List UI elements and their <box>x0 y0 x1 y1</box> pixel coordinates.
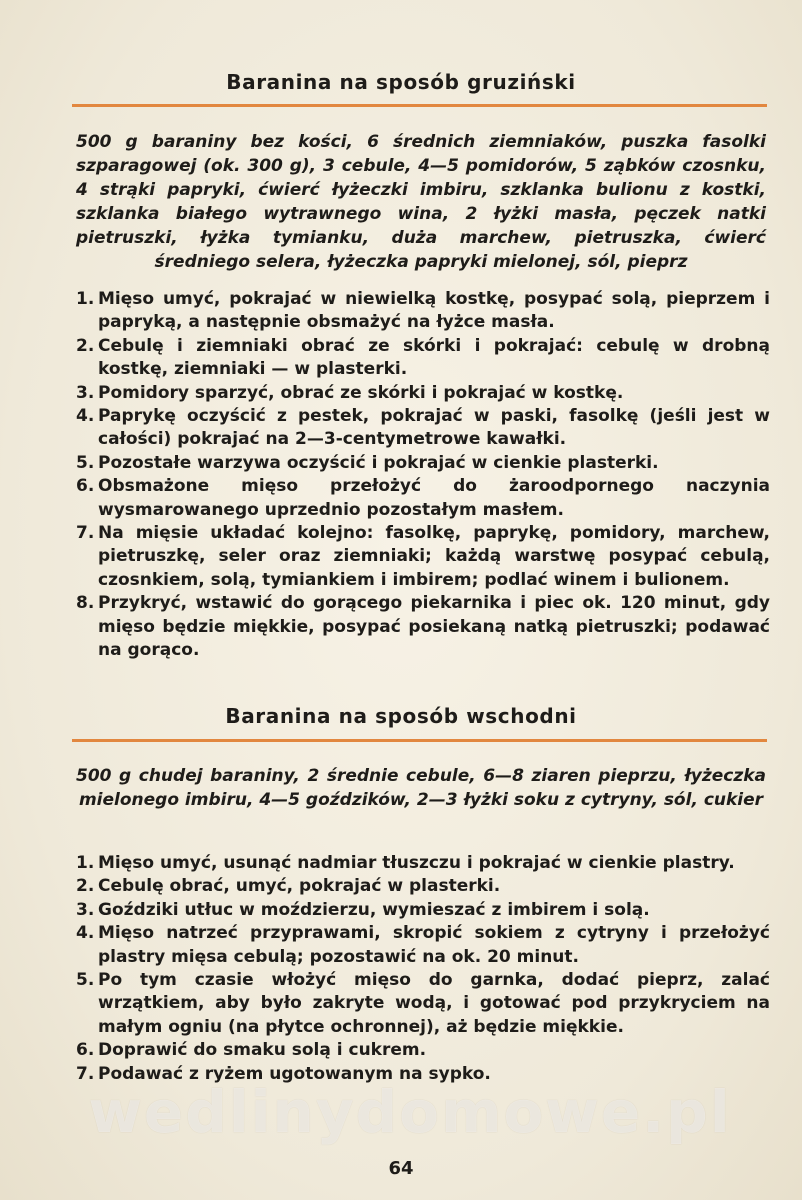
step-number: 6. <box>76 1040 95 1061</box>
recipe1-step <box>76 592 770 662</box>
step-number: 7. <box>76 523 95 544</box>
step-text: Cebulę obrać, umyć, pokrajać w plasterki. <box>98 876 501 897</box>
step-number: 7. <box>76 1063 95 1084</box>
recipe1-step <box>76 452 770 475</box>
step-number: 4. <box>76 923 95 944</box>
step-number: 3. <box>76 382 95 403</box>
step-number: 5. <box>76 970 95 991</box>
step-text: Obsmażone mięso przełożyć do żaroodpornego naczynia wysmarowanego uprzednio pozostałym masłem. <box>98 476 770 520</box>
step-text: Po tym czasie włożyć mięso do garnka, dodać pieprz, zalać wrzątkiem, aby było zakryte wodą, i gotować pod przykryciem na małym ogniu (na płytce ochronnej), aż będzie miękkie. <box>98 970 770 1037</box>
step-number: 2. <box>76 335 95 356</box>
recipe1-steps <box>76 288 770 663</box>
recipe1-step <box>76 382 770 405</box>
recipe2-step <box>76 852 770 875</box>
step-number: 8. <box>76 593 95 614</box>
recipe2-step <box>76 875 770 898</box>
step-text: Na mięsie układać kolejno: fasolkę, paprykę, pomidory, marchew, pietruszkę, seler oraz ziemniaki; każdą warstwę posypać cebulą, czosnkiem, solą, tymiankiem i imbirem; podlać winem i bulionem. <box>98 523 770 590</box>
recipe2-title: Baranina na sposób wschodni <box>225 704 577 728</box>
site-watermark: wedlinydomowe.pl <box>88 1078 732 1146</box>
recipe2-ingredients: 500 g chudej baraniny, 2 średnie cebule, 6—8 ziaren pieprzu, łyżeczka mielonego imbiru, 4—5 goździków, 2—3 łyżki soku z cytryny, sól, cukier <box>76 766 766 810</box>
step-number: 4. <box>76 406 95 427</box>
recipe1-step <box>76 288 770 335</box>
recipe1-step <box>76 475 770 522</box>
step-number: 1. <box>76 853 95 873</box>
recipe1-step <box>76 335 770 382</box>
step-text: Cebulę i ziemniaki obrać ze skórki i pokrajać: cebulę w drobną kostkę, ziemniaki — w plasterki. <box>98 335 770 380</box>
step-number: 6. <box>76 476 95 497</box>
step-text: Doprawić do smaku solą i cukrem. <box>98 1040 427 1061</box>
step-text: Przykryć, wstawić do gorącego piekarnika i piec ok. 120 minut, gdy mięso będzie miękkie, posypać posiekaną natką pietruszki; podawać na gorąco. <box>98 593 770 661</box>
recipe1-title-rule <box>72 104 767 107</box>
step-text: Paprykę oczyścić z pestek, pokrajać w paski, fasolkę (jeśli jest w całości) pokrajać na 2—3-centymetrowe kawałki. <box>98 406 770 450</box>
step-text: Pomidory sparzyć, obrać ze skórki i pokrajać w kostkę. <box>98 382 624 403</box>
step-text: Pozostałe warzywa oczyścić i pokrajać w cienkie plasterki. <box>98 452 659 473</box>
step-number: 3. <box>76 899 95 920</box>
recipe2-title-rule <box>72 739 767 742</box>
recipe1-step <box>76 405 770 452</box>
recipe2-step <box>76 969 770 1039</box>
recipe2-step <box>76 922 770 969</box>
recipe1-ingredients: 500 g baraniny bez kości, 6 średnich ziemniaków, puszka fasolki szparagowej (ok. 300 g), 3 cebule, 4—5 pomidorów, 5 ząbków czosnku, 4 strąki papryki, ćwierć łyżeczki imbiru, szklanka bulionu z kostki, szklanka białego wytrawnego wina, 2 łyżki masła, pęczek natki pietruszki, łyżka tymianku, duża marchew, pietruszka, ćwierć średniego selera, łyżeczka papryki mielonej, sól, pieprz <box>76 132 766 272</box>
step-text: Mięso natrzeć przyprawami, skropić sokiem z cytryny i przełożyć plastry mięsa cebulą; pozostawić na ok. 20 minut. <box>98 923 770 967</box>
step-text: Mięso umyć, usunąć nadmiar tłuszczu i pokrajać w cienkie plastry. <box>98 853 735 873</box>
step-text: Goździki utłuc w moździerzu, wymieszać z imbirem i solą. <box>98 899 650 920</box>
recipe1-title: Baranina na sposób gruziński <box>226 70 576 94</box>
recipe2-step <box>76 1039 770 1062</box>
step-number: 2. <box>76 876 95 897</box>
step-number: 1. <box>76 289 95 309</box>
step-text: Podawać z ryżem ugotowanym na sypko. <box>98 1063 491 1084</box>
recipe1-step <box>76 522 770 592</box>
page-number: 64 <box>388 1158 414 1179</box>
recipe2-steps <box>76 852 770 1086</box>
step-number: 5. <box>76 452 95 473</box>
step-text: Mięso umyć, pokrajać w niewielką kostkę, posypać solą, pieprzem i papryką, a następnie obsmażyć na łyżce masła. <box>98 289 770 333</box>
recipe2-step <box>76 899 770 922</box>
